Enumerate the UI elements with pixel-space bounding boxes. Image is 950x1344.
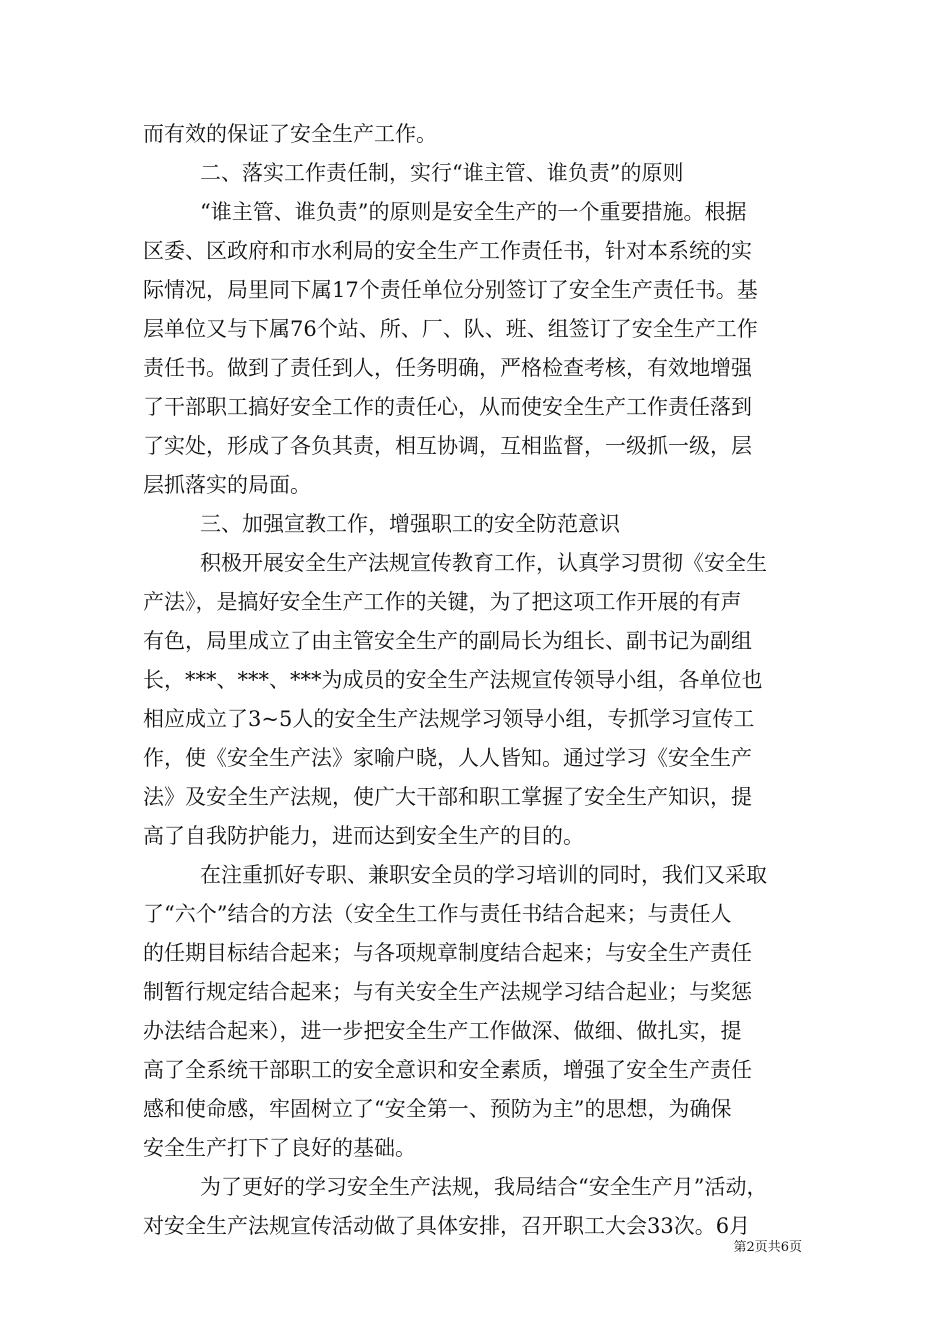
text-line: 了实处，形成了各负其责，相互协调，互相监督，一级抓一级，层 (143, 434, 752, 458)
text-line: 制暂行规定结合起来；与有关安全生产法规学习结合起业；与奖惩 (143, 980, 752, 1004)
text-line: 有色，局里成立了由主管安全生产的副局长为组长、副书记为副组 (143, 629, 752, 653)
text-line: 作，使《安全生产法》家喻户晓，人人皆知。通过学习《安全生产 (143, 746, 752, 770)
text-line: 层单位又与下属76个站、所、厂、队、班、组签订了安全生产工作 (143, 317, 758, 341)
section-heading: 二、落实工作责任制，实行“谁主管、谁负责”的原则 (200, 161, 684, 185)
text-line: 了干部职工搞好安全工作的责任心，从而使安全生产工作责任落到 (143, 395, 752, 419)
text-line: 高了自我防护能力，进而达到安全生产的目的。 (143, 824, 584, 848)
text-line: 长，***、***、***为成员的安全生产法规宣传领导小组，各单位也 (143, 668, 763, 692)
text-line: 安全生产打下了良好的基础。 (143, 1136, 416, 1160)
text-line: 区委、区政府和市水利局的安全生产工作责任书，针对本系统的实 (143, 239, 752, 263)
text-line: 层抓落实的局面。 (143, 473, 311, 497)
text-line: 法》及安全生产法规，使广大干部和职工掌握了安全生产知识，提 (143, 785, 752, 809)
text-line: 的任期目标结合起来；与各项规章制度结合起来；与安全生产责任 (143, 941, 752, 965)
text-line: 了“六个”结合的方法（安全生工作与责任书结合起来；与责任人 (143, 902, 732, 926)
text-line: 高了全系统干部职工的安全意识和安全素质，增强了安全生产责任 (143, 1058, 752, 1082)
text-line: 责任书。做到了责任到人，任务明确，严格检查考核，有效地增强 (143, 356, 752, 380)
text-line: 办法结合起来），进一步把安全生产工作做深、做细、做扎实，提 (143, 1019, 742, 1043)
paragraph-first-line: “谁主管、谁负责”的原则是安全生产的一个重要措施。根据 (200, 200, 747, 224)
text-line: 际情况，局里同下属17个责任单位分别签订了安全生产责任书。基 (143, 278, 758, 302)
text-line: 而有效的保证了安全生产工作。 (143, 122, 437, 146)
text-line: 相应成立了3~5人的安全生产法规学习领导小组，专抓学习宣传工 (143, 707, 755, 731)
text-line: 感和使命感，牢固树立了“安全第一、预防为主”的思想，为确保 (143, 1097, 732, 1121)
paragraph-first-line: 积极开展安全生产法规宣传教育工作，认真学习贯彻《安全生 (200, 551, 767, 575)
text-line: 对安全生产法规宣传活动做了具体安排，召开职工大会33次。6月 (143, 1214, 751, 1238)
page-number: 第2页共6页 (733, 1240, 802, 1255)
paragraph-first-line: 在注重抓好专职、兼职安全员的学习培训的同时，我们又采取 (200, 863, 767, 887)
section-heading: 三、加强宣教工作，增强职工的安全防范意识 (200, 512, 620, 536)
text-line: 产法》，是搞好安全生产工作的关键，为了把这项工作开展的有声 (143, 590, 742, 614)
paragraph-first-line: 为了更好的学习安全生产法规，我局结合“安全生产月”活动， (200, 1175, 768, 1199)
